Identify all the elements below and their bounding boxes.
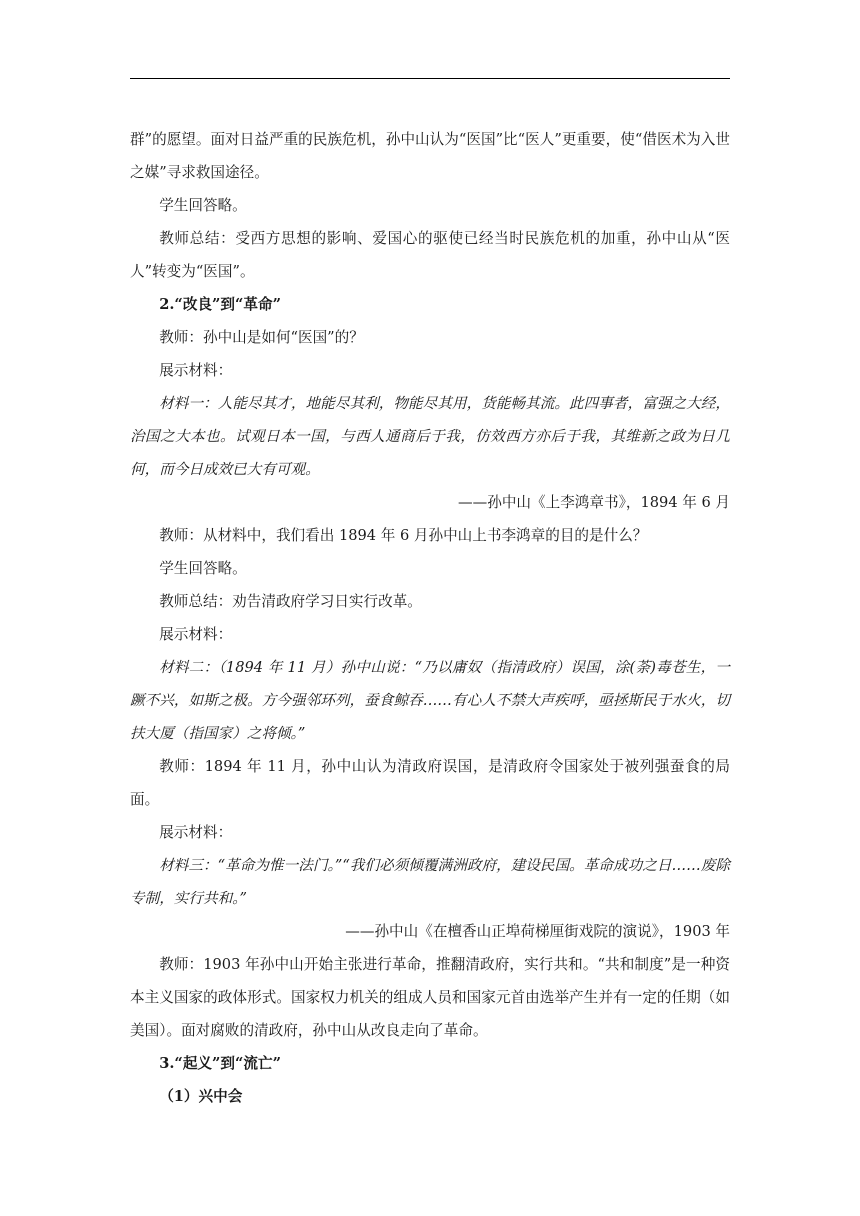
paragraph-show-material: 展示材料： [159, 824, 233, 841]
paragraph-teacher: 教师：1894 年 11 月，孙中山认为清政府误国，是清政府令国家处于被列强蚕食的局面。 [130, 758, 730, 808]
paragraph-student-answer: 学生回答略。 [159, 560, 247, 577]
header-rule [130, 78, 730, 79]
material-one-source: ——孙中山《上李鸿章书》，1894 年 6 月 [458, 494, 730, 511]
paragraph-teacher-summary: 教师总结：劝告清政府学习日实行改革。 [159, 593, 422, 610]
paragraph-intro: 群”的愿望。面对日益严重的民族危机，孙中山认为“医国”比“医人”更重要，使“借医术为入世之媒”寻求救国途径。 [130, 131, 730, 181]
material-three: 材料三：“革命为惟一法门。”“我们必须倾覆满洲政府，建设民国。革命成功之日……废除专制，实行共和。” [130, 857, 730, 907]
subsection-heading-1: （1）兴中会 [159, 1088, 243, 1105]
section-heading-3: 3.“起义”到“流亡” [159, 1055, 281, 1072]
document-body [130, 123, 730, 1113]
paragraph-teacher-summary: 教师总结：受西方思想的影响、爱国心的驱使已经当时民族危机的加重，孙中山从“医人”转变为“医国”。 [130, 230, 730, 280]
paragraph-show-material: 展示材料： [159, 362, 233, 379]
material-one: 材料一：人能尽其才，地能尽其利，物能尽其用，货能畅其流。此四事者，富强之大经，治国之大本也。试观日本一国，与西人通商后于我，仿效西方亦后于我，其维新之政为日几何，而今日成效已大有可观。 [130, 395, 730, 478]
paragraph-teacher-question: 教师：孙中山是如何“医国”的？ [159, 329, 364, 346]
paragraph-teacher-question: 教师：从材料中，我们看出 1894 年 6 月孙中山上书李鸿章的目的是什么？ [159, 527, 648, 544]
paragraph-student-answer: 学生回答略。 [159, 197, 247, 214]
section-heading-2: 2.“改良”到“革命” [159, 296, 281, 313]
material-two: 材料二：（1894 年 11 月）孙中山说：“乃以庸奴（指清政府）误国，涂(荼)毒苍生，一蹶不兴，如斯之极。方今强邻环列，蚕食鲸吞……有心人不禁大声疾呼，亟拯斯民于水火，切扶大厦（指国家）之将倾。” [130, 659, 730, 742]
paragraph-teacher: 教师：1903 年孙中山开始主张进行革命，推翻清政府，实行共和。“共和制度”是一种资本主义国家的政体形式。国家权力机关的组成人员和国家元首由选举产生并有一定的任期（如美国）。面对腐败的清政府，孙中山从改良走向了革命。 [130, 956, 730, 1039]
material-three-source: ——孙中山《在檀香山正埠荷梯厘街戏院的演说》，1903 年 [345, 923, 730, 940]
paragraph-show-material: 展示材料： [159, 626, 233, 643]
